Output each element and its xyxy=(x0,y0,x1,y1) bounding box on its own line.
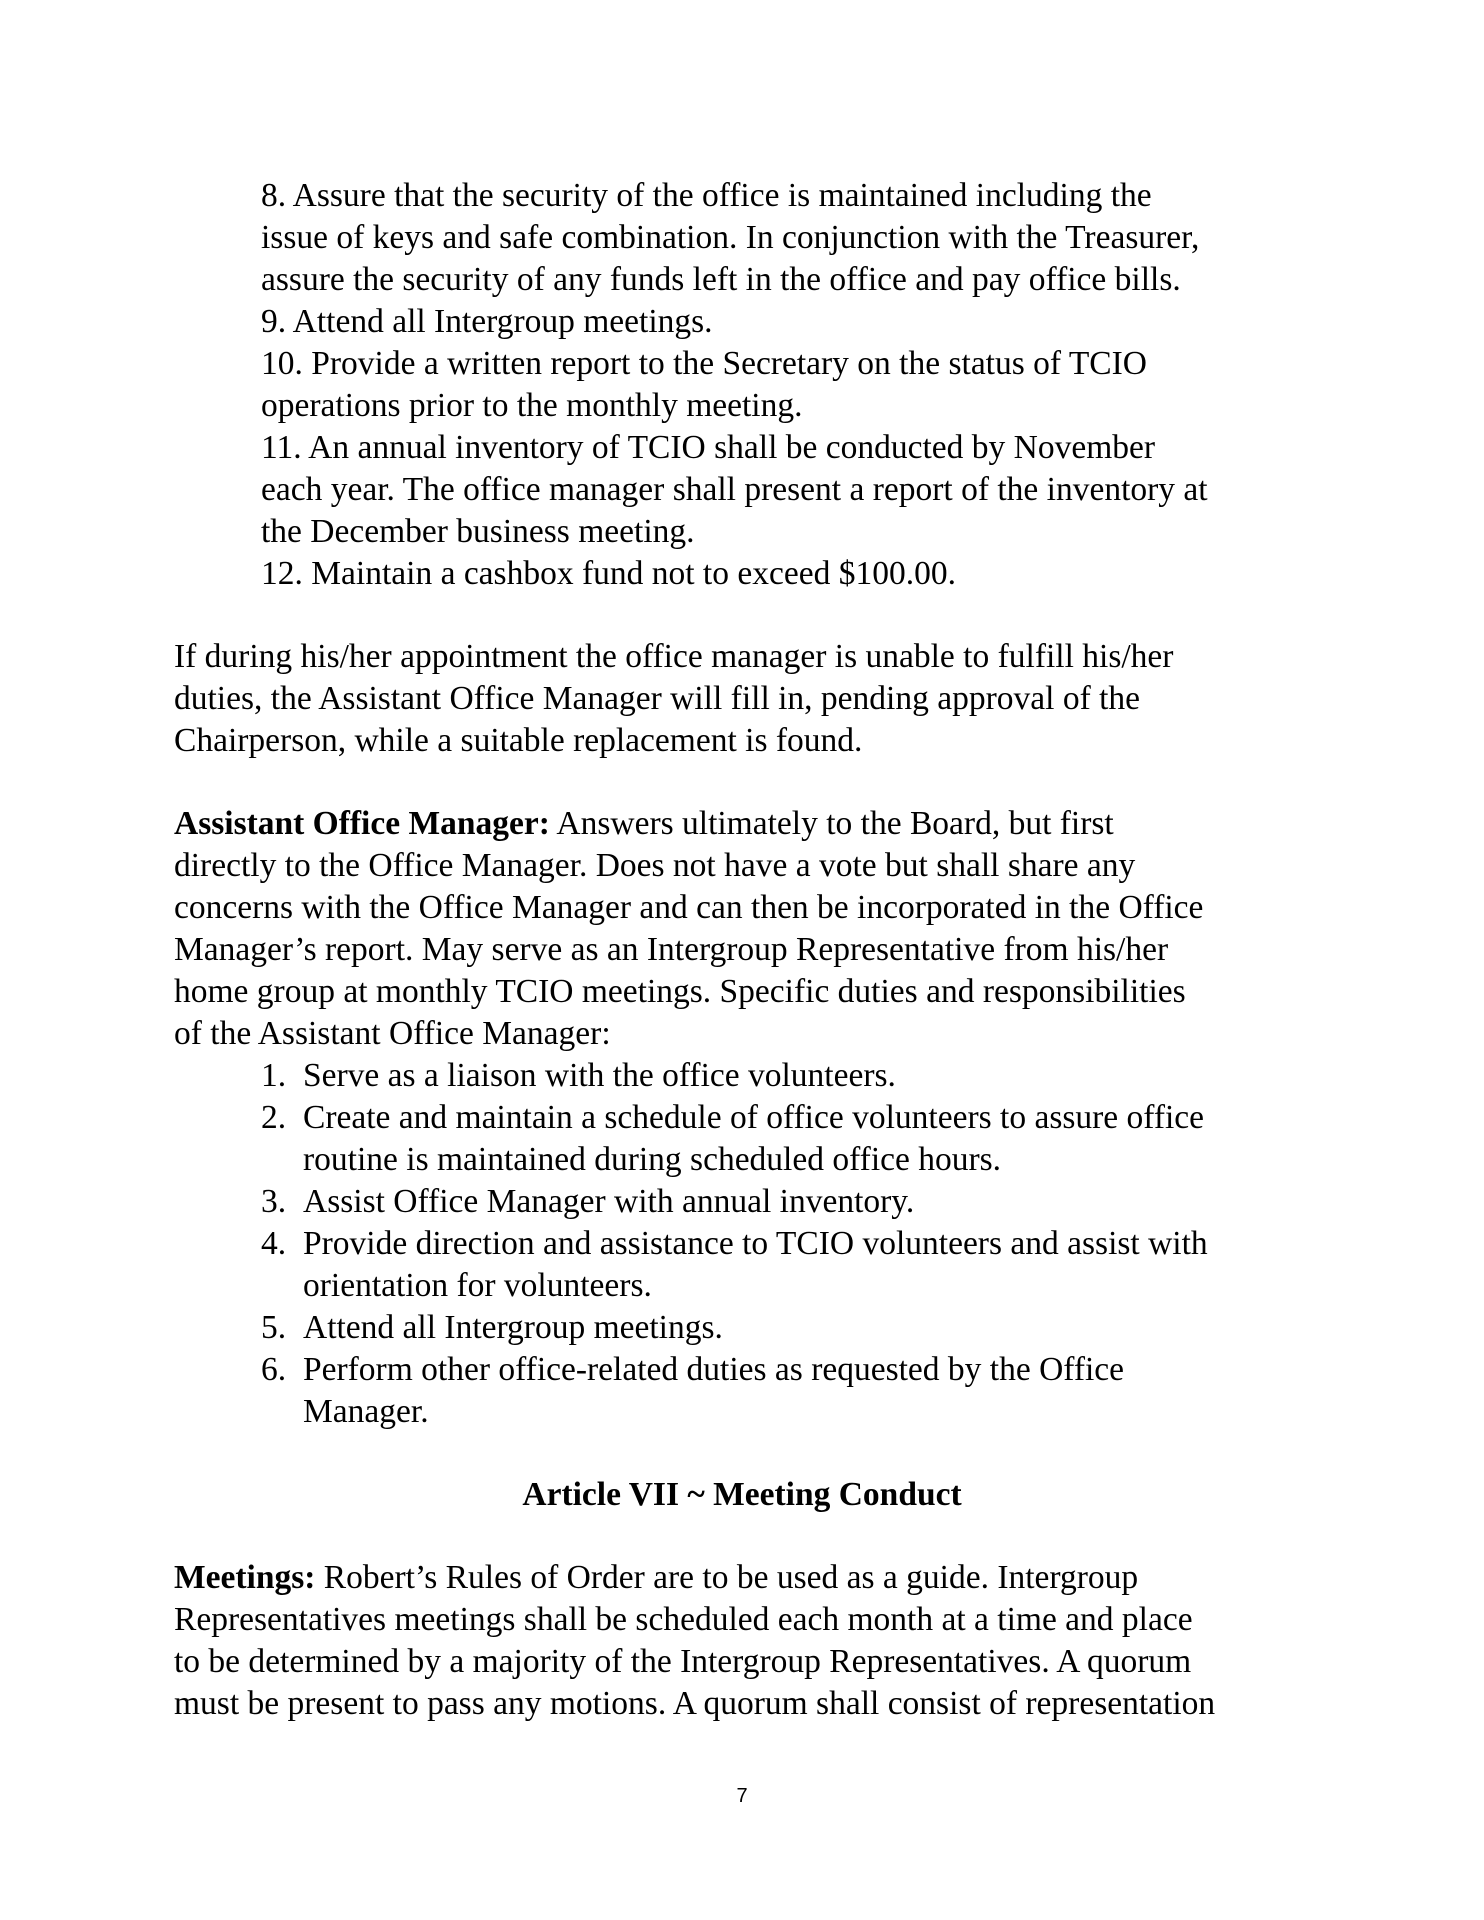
list-item-text: Provide direction and assistance to TCIO volunteers and assist with xyxy=(303,1225,1208,1262)
list-number: 1. xyxy=(261,1057,287,1094)
assistant-paragraph-line: home group at monthly TCIO meetings. Specific duties and responsibilities xyxy=(174,973,1186,1010)
meetings-paragraph-line: to be determined by a majority of the Intergroup Representatives. A quorum xyxy=(174,1643,1192,1680)
assistant-paragraph-line: of the Assistant Office Manager: xyxy=(174,1015,611,1052)
assistant-heading: Assistant Office Manager: xyxy=(174,805,550,842)
meetings-paragraph-line: Representatives meetings shall be scheduled each month at a time and place xyxy=(174,1601,1193,1638)
list-number: 2. xyxy=(261,1099,287,1136)
duty-line: the December business meeting. xyxy=(261,513,695,550)
list-item-text: Serve as a liaison with the office volunteers. xyxy=(303,1057,896,1094)
duty-line: 8. Assure that the security of the office is maintained including the xyxy=(261,177,1152,214)
list-number: 6. xyxy=(261,1351,287,1388)
assistant-first-line-text: Answers ultimately to the Board, but first xyxy=(549,805,1114,842)
assistant-first-line xyxy=(174,804,1114,844)
list-number: 4. xyxy=(261,1225,287,1262)
list-item-text: routine is maintained during scheduled office hours. xyxy=(303,1141,1002,1178)
duty-line: 11. An annual inventory of TCIO shall be conducted by November xyxy=(261,429,1156,466)
duty-line: 9. Attend all Intergroup meetings. xyxy=(261,303,713,340)
assistant-paragraph-line: directly to the Office Manager. Does not have a vote but shall share any xyxy=(174,847,1136,884)
list-item-text: Attend all Intergroup meetings. xyxy=(303,1309,723,1346)
list-number: 3. xyxy=(261,1183,287,1220)
meetings-heading: Meetings: xyxy=(174,1559,316,1596)
replacement-paragraph-line: duties, the Assistant Office Manager will fill in, pending approval of the xyxy=(174,680,1141,717)
page-number: 7 xyxy=(736,1785,748,1807)
list-number: 5. xyxy=(261,1309,287,1346)
duty-line: each year. The office manager shall present a report of the inventory at xyxy=(261,471,1208,508)
list-item-text: Perform other office-related duties as requested by the Office xyxy=(303,1351,1125,1388)
duty-line: assure the security of any funds left in the office and pay office bills. xyxy=(261,261,1181,298)
article-heading: Article VII ~ Meeting Conduct xyxy=(522,1476,962,1513)
list-item-text: orientation for volunteers. xyxy=(303,1267,652,1304)
duty-line: operations prior to the monthly meeting. xyxy=(261,387,803,424)
assistant-paragraph-line: Manager’s report. May serve as an Intergroup Representative from his/her xyxy=(174,931,1169,968)
duty-line: 10. Provide a written report to the Secretary on the status of TCIO xyxy=(261,345,1147,382)
list-item-text: Create and maintain a schedule of office volunteers to assure office xyxy=(303,1099,1205,1136)
assistant-paragraph-line: concerns with the Office Manager and can then be incorporated in the Office xyxy=(174,889,1204,926)
meetings-paragraph-line: must be present to pass any motions. A quorum shall consist of representation xyxy=(174,1685,1216,1722)
meetings-first-line-text: Robert’s Rules of Order are to be used as a guide. Intergroup xyxy=(315,1559,1139,1596)
duty-line: 12. Maintain a cashbox fund not to exceed $100.00. xyxy=(261,555,956,592)
list-item-text: Manager. xyxy=(303,1393,429,1430)
replacement-paragraph-line: Chairperson, while a suitable replacement is found. xyxy=(174,722,863,759)
meetings-first-line xyxy=(174,1558,1138,1598)
replacement-paragraph-line: If during his/her appointment the office manager is unable to fulfill his/her xyxy=(174,638,1174,675)
list-item-text: Assist Office Manager with annual inventory. xyxy=(303,1183,915,1220)
duty-line: issue of keys and safe combination. In conjunction with the Treasurer, xyxy=(261,219,1200,256)
